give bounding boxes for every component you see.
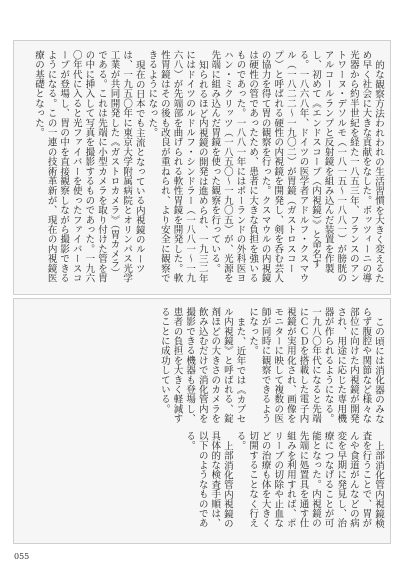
paragraph: 上部消化管内視鏡の具体的な検査手順は、以下のようなものである。 [184,431,233,528]
vertical-text-block-lower-right [20,307,384,427]
paragraph: 的な観察方法われわれの生活習慣を大きく変えるため早く社会に大きな貢献をなした。ボッツィーニの導光器から約半世紀を経た一八五三年、フランスのアントワーヌ・デソルモ（一八一五〜一八八一）が膀胱のアルコールランプと反射鏡を組み込んだ装置を作製し、初めて《エンドスコープ（内視鏡）》と命名する。一八六八年、ドイツの医学者アドルフ・クスマウル（一八二二〜一九〇二）が胃鏡（ガストロスコープ）と呼ばれる硬性の内視鏡を開発し、剣を呑む芸人の協力を得て胃の観察を行った。クスマウルの内視鏡は硬性の管であったため、患者に大きな負担を強いるものであった。一八八一年にはポーランドの外科医ヨハン・ミクリッツ（一八五〇〜一九〇五）が、光源を先端に組み込んだ胃鏡を使った観察を行っている。 [209,50,384,283]
page-number: 055 [14,552,30,561]
paragraph: 現在の日本でも主流となっている内視鏡のルーツは、一九五〇年に東京大学附属病院とオリンパス光学工業が共同開発した《ガストロカメラ》（胃カメラ）である。これは先端に小型カメラを取り付けた管を胃の中に挿入して写真を撮影するものであった。一九六〇年代に入ると光ファイバーを使ったファイバースコープが登場し、胃の中を直接観察しながら撮影できるようになる。この一連の技術革新が、現在の内視鏡医療の基礎となった。 [32,50,145,283]
text-panel-upper [13,40,391,295]
vertical-text-block-upper [20,50,384,285]
paragraph: また、近年では《カプセル内視鏡》と呼ばれる、錠剤ほどの大きさのカメラを飲み込むだけで消化管内を撮影できる機器も登場し、患者の負担を大きく軽減することに成功している。 [158,307,246,424]
paragraph: 上部消化管内視鏡検査を行うことで、胃がんや食道がんなどの病変を早期に発見し、治療につなげることが可能となった。内視鏡の先端に処置具を通す仕組みを利用すれば、ポリープの切除や止血などの治療も体を大きく切開することなく行える。 [234,431,384,528]
paragraph: この頃には消化器のみならず腹腔や関節など様々な部位に向けた内視鏡が開発され、用途に応じた専用機器が作られるようになる。一九八〇年代になると先端にＣＣＤを搭載した電子内視鏡が実用化され、画像をモニターに映して複数の医師が同時に観察できるようになった。 [247,307,384,424]
text-panel-lower [13,298,391,544]
paragraph: 知られるほど内視鏡の開発は進められ、一九三二年にはドイツのルドルフ・シンドラー（一八八一〜一九六八）が先端部を曲げられる軟性胃鏡を開発した。軟性胃鏡はその後も改良が重ねられ、より安全に観察できるようになった。 [146,50,208,283]
vertical-text-block-lower-left [20,431,384,537]
